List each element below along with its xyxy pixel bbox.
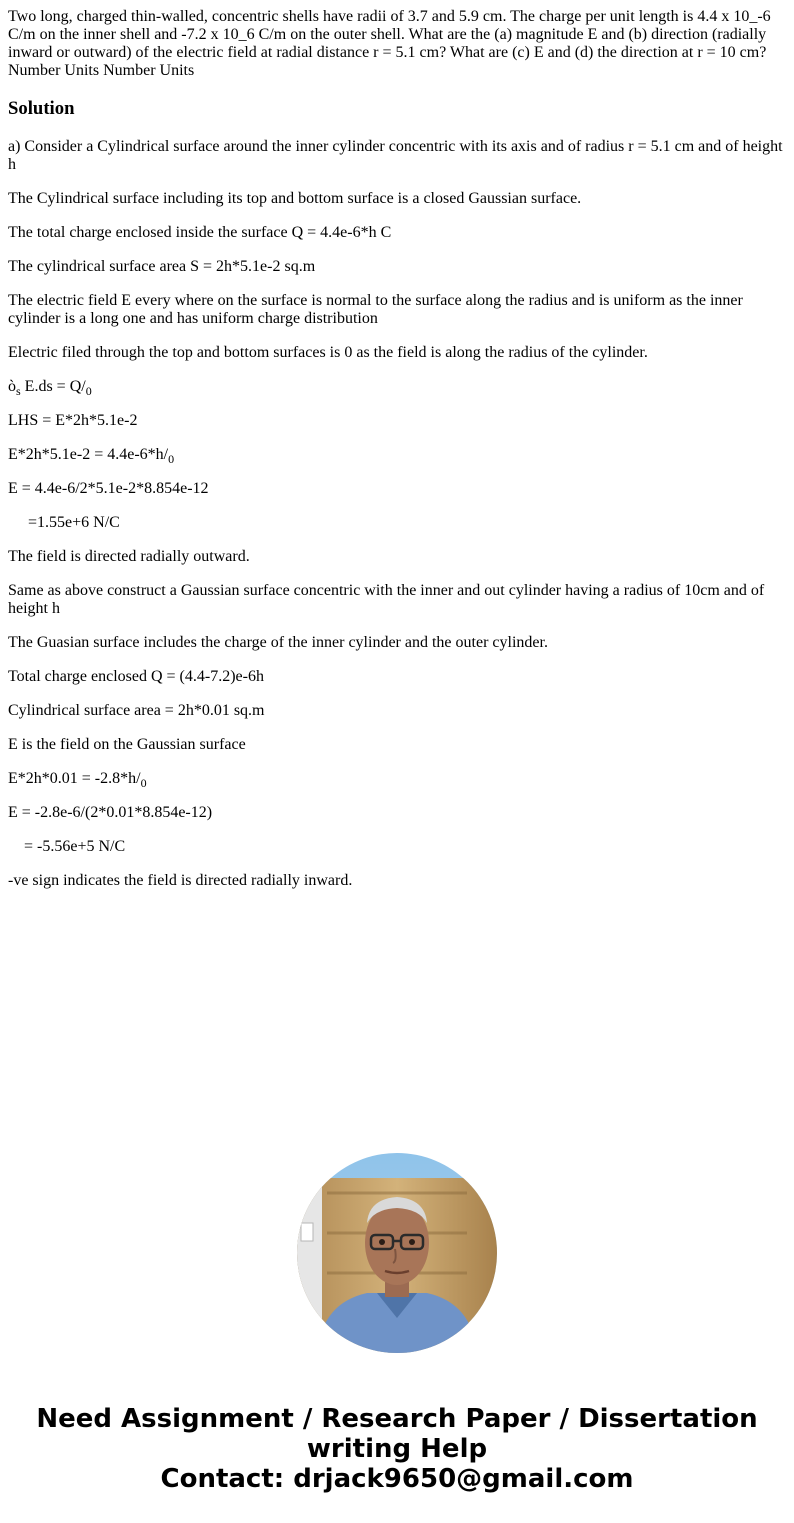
solution-line: E is the field on the Gaussian surface (8, 736, 246, 753)
solution-line: a) Consider a Cylindrical surface around the inner cylinder concentric with its axis and of radius r = 5.1 cm and of height h (8, 138, 783, 173)
contact-email: Contact: drjack9650@gmail.com (160, 1464, 634, 1494)
promo-footer (0, 1404, 794, 1494)
solution-line: The Cylindrical surface including its top and bottom surface is a closed Gaussian surface. (8, 190, 582, 207)
author-avatar (297, 1153, 497, 1353)
result-line: = -5.56e+5 N/C (8, 838, 126, 855)
subscript: 0 (140, 776, 147, 790)
solution-line: The total charge enclosed inside the surface Q = 4.4e-6*h C (8, 224, 392, 241)
promo-line: Need Assignment / Research Paper / Dissertation (36, 1404, 758, 1434)
solution-line: E = 4.4e-6/2*5.1e-2*8.854e-12 (8, 480, 209, 497)
equation-text: E*2h*5.1e-2 = 4.4e-6*h/ (8, 446, 169, 463)
solution-heading: Solution (8, 98, 75, 119)
solution-line: -ve sign indicates the field is directed radially inward. (8, 872, 353, 889)
solution-line: E = -2.8e-6/(2*0.01*8.854e-12) (8, 804, 213, 821)
solution-line: LHS = E*2h*5.1e-2 (8, 412, 138, 429)
solution-line: The field is directed radially outward. (8, 548, 250, 565)
result-line: =1.55e+6 N/C (8, 514, 120, 531)
solution-line: Cylindrical surface area = 2h*0.01 sq.m (8, 702, 265, 719)
solution-line: The cylindrical surface area S = 2h*5.1e-2 sq.m (8, 258, 316, 275)
subscript: 0 (85, 384, 92, 398)
promo-line: writing Help (306, 1434, 488, 1464)
solution-line: The Guasian surface includes the charge of the inner cylinder and the outer cylinder. (8, 634, 548, 651)
question-text: Two long, charged thin-walled, concentric shells have radii of 3.7 and 5.9 cm. The charge per unit length is 4.4 x 10_-6 C/m on the inner shell and -7.2 x 10_6 C/m on the outer shell. What are the (a) magnitude E and (b) direction (radially inward or outward) of the electric field at radial distance r = 5.1 cm? What are (c) E and (d) the direction at r = 10 cm? Number Units Number Units (8, 8, 771, 79)
solution-document (8, 8, 786, 906)
gauss-law-equation (8, 378, 786, 396)
integral-symbol: ò (8, 378, 16, 395)
solution-line: Total charge enclosed Q = (4.4-7.2)e-6h (8, 668, 264, 685)
solution-line: The electric field E every where on the surface is normal to the surface along the radius and is uniform as the inner cylinder is a long one and has uniform charge distribution (8, 292, 743, 327)
equation-text: E.ds = Q/ (20, 378, 86, 395)
solution-line: Same as above construct a Gaussian surface concentric with the inner and out cylinder having a radius of 10cm and of height h (8, 582, 765, 617)
equation-text: E*2h*0.01 = -2.8*h/ (8, 770, 141, 787)
subscript: 0 (168, 452, 175, 466)
equation-line (8, 446, 786, 464)
avatar-portrait (297, 1153, 497, 1353)
solution-line: Electric filed through the top and bottom surfaces is 0 as the field is along the radius of the cylinder. (8, 344, 648, 361)
subscript: s (16, 384, 21, 398)
equation-line (8, 770, 786, 788)
